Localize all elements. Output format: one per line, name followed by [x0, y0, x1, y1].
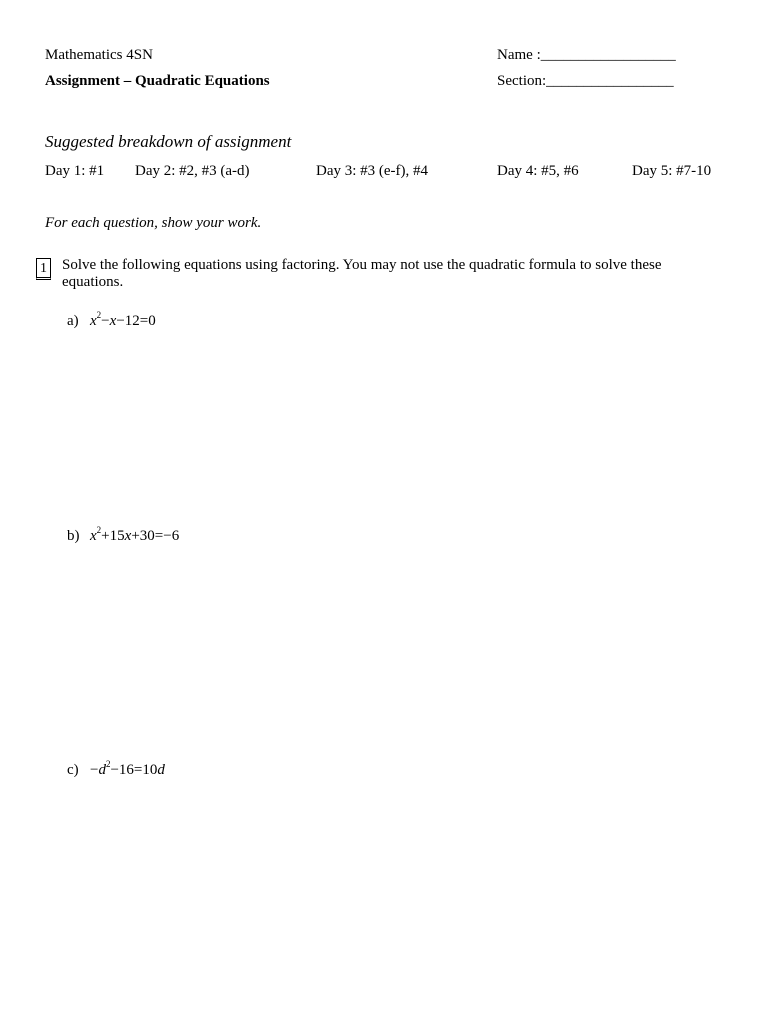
part-label-c: c) — [67, 762, 79, 778]
equation-b: b) $x^2+15x+30=-6$ — [67, 525, 180, 544]
part-label-a: a) — [67, 313, 79, 329]
course-name: Mathematics 4SN — [45, 47, 153, 63]
question-number-box: 1 — [36, 258, 51, 280]
question-text: Solve the following equations using factoring. You may not use the quadratic formula to solve these equations. — [62, 257, 662, 290]
name-field-label: Name :__________________ — [497, 47, 676, 63]
section-field-label: Section:_________________ — [497, 73, 674, 89]
equation-a: a) $x^2-x-12=0$ — [67, 310, 156, 329]
breakdown-day-1: Day 1: #1 — [45, 163, 105, 179]
equation-c: $c) -d^2-16=10d$ — [67, 759, 165, 778]
assignment-title: Assignment – Quadratic Equations — [45, 73, 270, 89]
breakdown-day-5: Day 5: #7-10 — [632, 163, 712, 179]
breakdown-day-2: Day 2: #2, #3 (a-d) — [135, 163, 250, 179]
instructions: For each question, show your work. — [45, 215, 262, 231]
breakdown-title: Suggested breakdown of assignment — [45, 132, 292, 151]
breakdown-day-3: Day 3: #3 (e-f), #4 — [316, 163, 429, 179]
breakdown-day-4: Day 4: #5, #6 — [497, 163, 579, 179]
part-label-b: b) — [67, 528, 80, 544]
